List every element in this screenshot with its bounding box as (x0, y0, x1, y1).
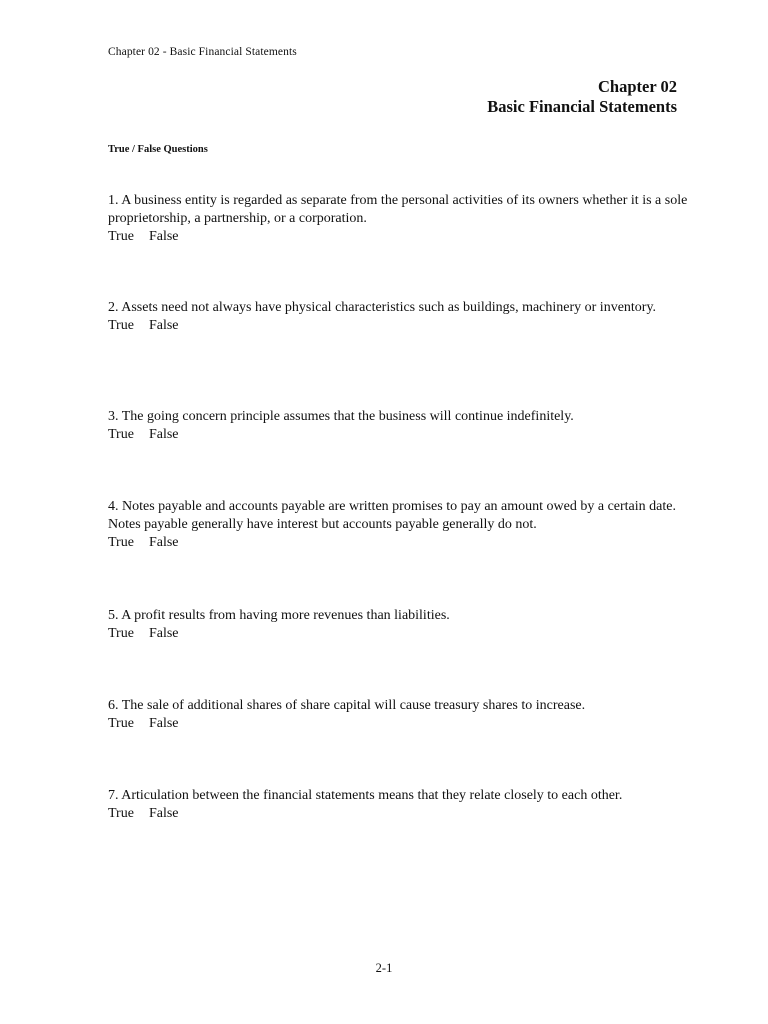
answer-false[interactable]: False (148, 229, 179, 244)
question-4 (108, 498, 688, 552)
question-7 (108, 787, 688, 823)
answer-false[interactable]: False (148, 427, 179, 442)
answer-true[interactable]: True (108, 535, 134, 550)
answer-false[interactable]: False (148, 806, 179, 821)
question-6 (108, 697, 688, 733)
answer-true[interactable]: True (108, 626, 134, 641)
answer-options (108, 228, 688, 246)
question-3 (108, 408, 688, 444)
answer-false[interactable]: False (148, 626, 179, 641)
answer-false[interactable]: False (148, 318, 179, 333)
answer-true[interactable]: True (108, 318, 134, 333)
answer-options (108, 426, 688, 444)
question-text: 7. Articulation between the financial statements means that they relate closely to each other. (108, 788, 623, 803)
question-text: 6. The sale of additional shares of share capital will cause treasury shares to increase. (108, 698, 586, 713)
answer-options (108, 715, 688, 733)
question-text: 3. The going concern principle assumes that the business will continue indefinitely. (108, 409, 574, 424)
answer-true[interactable]: True (108, 427, 134, 442)
answer-false[interactable]: False (148, 535, 179, 550)
answer-options (108, 534, 688, 552)
question-text: 5. A profit results from having more revenues than liabilities. (108, 608, 450, 623)
running-header: Chapter 02 - Basic Financial Statements (108, 46, 297, 58)
question-1 (108, 192, 688, 246)
page-title (487, 77, 677, 117)
answer-options (108, 805, 688, 823)
answer-true[interactable]: True (108, 716, 134, 731)
answer-options (108, 317, 688, 335)
chapter-title: Chapter 02 (598, 77, 677, 96)
question-text: 1. A business entity is regarded as separate from the personal activities of its owners whether it is a sole proprietorship, a partnership, or a corporation. (108, 193, 688, 226)
page-number: 2-1 (375, 961, 393, 975)
question-2 (108, 299, 688, 335)
question-5 (108, 607, 688, 643)
section-heading: True / False Questions (108, 144, 208, 155)
answer-true[interactable]: True (108, 229, 134, 244)
answer-true[interactable]: True (108, 806, 134, 821)
question-text: 2. Assets need not always have physical characteristics such as buildings, machinery or inventory. (108, 300, 657, 315)
answer-false[interactable]: False (148, 716, 179, 731)
question-text: 4. Notes payable and accounts payable are written promises to pay an amount owed by a certain date. Notes payable generally have interest but accounts payable generally do not. (108, 499, 676, 532)
chapter-subtitle: Basic Financial Statements (487, 97, 677, 116)
answer-options (108, 625, 688, 643)
